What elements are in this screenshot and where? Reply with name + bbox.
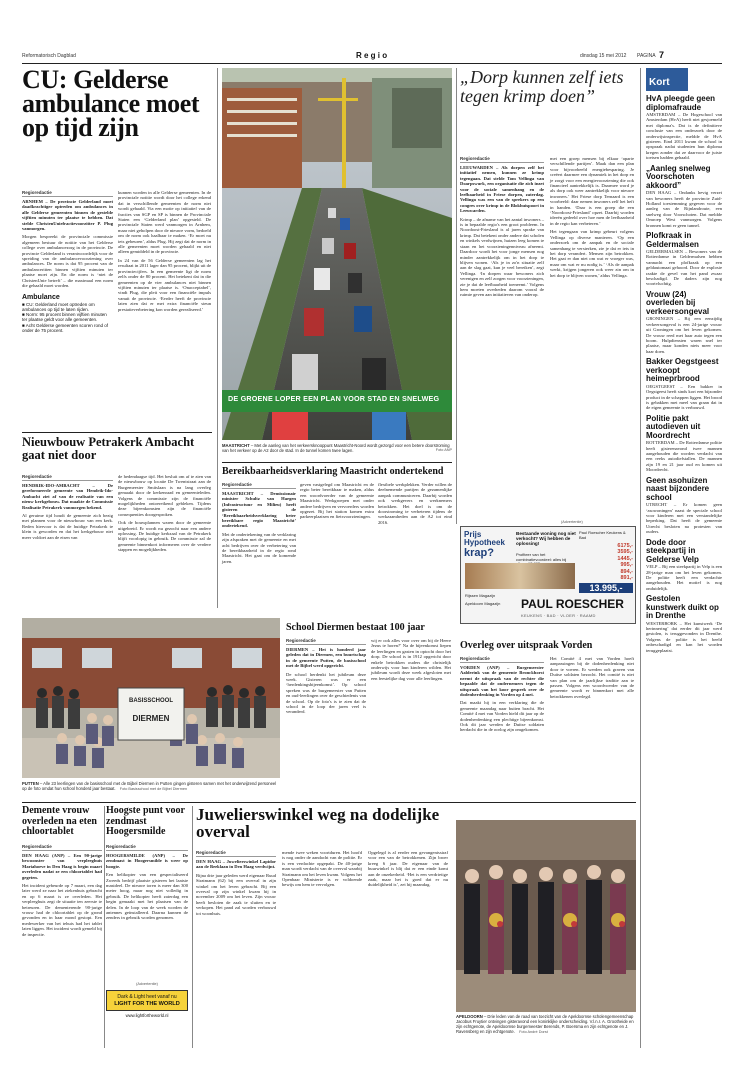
juwelier-body-3: Opgelegd is al eerder een gevangenisstraf voor een van de betrokkenen. Zijn broer kreeg 6 jaar. De eigenaar van de buurwinkel is blij dat er een einde komt aan de onzekerheid. ‘Het is een verdrietige zaak, maar het is goed dat er nu duidelijkheid is’, zei hij maandag.: [368, 850, 448, 888]
ad-brand: PAUL ROESCHER: [521, 597, 624, 611]
bereikbaarheid-body-1: Met de ondertekening van de verklaring zijn afspraken met de gemeente en met acht bedrijven over de verbetering van de bereikbaarheid in de regio rond Maastricht. Het gaat om de komende jaren.: [222, 531, 296, 564]
ad-price: 995,-: [620, 562, 633, 569]
divider: [22, 432, 212, 433]
ad-store-1: Rijssen Magazijn: [465, 593, 496, 598]
ad-note: Paul Roescher Keukens & Bad: [579, 530, 626, 540]
maastricht-photo-sign: DE GROENE LOPER EEN PLAN VOOR STAD EN SNELWEG: [228, 394, 440, 403]
header-rule: [22, 63, 722, 64]
small-ad-box: [106, 990, 188, 1011]
bereikbaarheid-headline: Bereikbaarheidsverklaring Maastricht ondertekend: [222, 466, 444, 477]
kort-item: „Aanleg snelweg Voorschoten akkoord” DEN HAAG – Ondanks hevig verzet van bewoners heeft de provincie Zuid-Holland toestemming gegeven voor de aanleg van de Rijnlandroute, een snelweg door Voorschoten. Dat meldde Omroep West vanmorgen. Volgens bronnen komt er geen tunnel.: [646, 163, 722, 228]
petrakerk-body-1: Al geruime tijd houdt de gemeente zich bezig met plannen voor de nieuwbouw van een kerk. Reden hiervoor is dat de huidige Petrakerk te klein is geworden en dat het kerkgebouw niet meer voldoet aan de eisen van: [22, 513, 113, 540]
dorp-article: [460, 68, 636, 440]
section-name: R e g i o: [356, 51, 388, 60]
juwelier-lead: DEN HAAG – Juwelierswinkel Lapidor aan de Beeklaan in Den Haag verdwijnt.: [196, 859, 276, 870]
dementie-headline: Demente vrouw overleden na eten chloortablet: [22, 805, 97, 837]
dorp-body-3: Het tegengaan van krimp gebeurt volgens Vellinga op diverse manieren. ‘Op een onderzoek om de aanpak en de sociale samenhang te versterken, zie je dat er iets in het dorp verandert. Mensen zijn betrokken. Het gaat er dan niet om wat er vroeger was, maar om wat er nu nodig is.’ ‘Als de aanpak werkt, krijgen jongeren ook weer zin om in het dorp te blijven wonen,’ aldus Vellinga.: [550, 229, 634, 278]
dorp-kicker: Regioredactie: [460, 156, 544, 163]
ad-small-label: (Advertentie): [561, 520, 583, 524]
kort-column: [646, 68, 722, 1048]
hoogste-article: [106, 806, 188, 976]
vorden-lead: VORDEN (ANP) – Burgemeester Aalderink van de gemeente Bronckhorst neemt de uitspraak van de rechter die bepaalde dat de ondernemers tegen de uitspraak van het koor gesprek over de dodenherdenking in Vorden op 4 mei.: [460, 665, 544, 698]
dorp-headline: „Dorp kunnen zelf iets tegen krimp doen”: [460, 67, 624, 106]
ad-sub: Bestaande woning nog niet verkocht? Wij hebben de oplossing!: [516, 531, 576, 547]
juwelier-body-2: mende twee weken voortduren. Het hoofd is nog onder de aandacht van de politie. Er is een verdachte opgepakt. De 40-jarige man wordt verdacht van de overval waarbij Stratmann om het leven kwam. Volgens het Openbaar Ministerie is er voldoende bewijs om hem te vervolgen.: [282, 850, 362, 888]
dementie-lead: DEN HAAG (ANP) – Een 90-jarige bewoonster van verpleeghuis Mariahoeve in Den Haag is begin maart overleden nadat ze een chloortablet had gegeten.: [22, 853, 102, 880]
ambulance-box-item: ■ Acht Gelderse gemeenten scoren rond of onder de 75 procent.: [22, 322, 109, 333]
ambulance-box-title: Ambulance: [22, 293, 60, 301]
ad-kitchen-image: [465, 563, 575, 589]
ad-headline-2: krap?: [464, 547, 494, 559]
page-label: PAGINA: [637, 53, 656, 59]
small-ad-line-1: Dark & Light heet vanaf nu: [117, 994, 177, 1000]
juwelier-kicker: Regioredactie: [196, 850, 276, 857]
bereikbaarheid-body-2: geven vastgelegd om Maastricht en de regio beter bereikbaar te maken, aldus een woordvoerder van de gemeente Maastricht. Werkgroepen met onder andere bedrijven en vervoerders worden opgezet. Bij het station komen extra parkeerplaatsen en fietsvoorzieningen.: [300, 482, 374, 520]
ad-price: 891,-: [620, 575, 633, 582]
cu-lead: ARNHEM – De provincie Gelderland moet daadkrachtiger optreden om ambulances in alle Gelderse gemeenten binnen de gestelde vijftien minuten ter plaatse te hebben. Dat stelde ChristenUniefractievoorzitter P. Plug vanmorgen.: [22, 199, 113, 232]
cu-kicker: Regioredactie: [22, 190, 113, 197]
kort-item: Politie pakt autodieven uit Moordrecht ROTTERDAM – De Rotterdamse politie heeft gisterenavond twee mannen aangehouden die worden verdacht van een reeks autodiefstallen. De mannen zijn 19 en 21 jaar oud en komen uit Moordrecht.: [646, 413, 722, 473]
hoogste-kicker: Regioredactie: [106, 844, 188, 851]
column-rule: [192, 806, 193, 1048]
ad-price: 894,-: [620, 568, 633, 575]
vorden-headline: Overleg over uitspraak Vorden: [460, 640, 593, 651]
page-number: 7: [659, 50, 665, 60]
dementie-article: [22, 806, 102, 1050]
ambulance-box-item: ■ CU: Gelderland moet optreden om ambulances op tijd te laten rijden.: [22, 301, 95, 312]
column-rule: [104, 806, 105, 1048]
ad-headline-1: Prijs Hypotheek: [464, 530, 505, 547]
vorden-kicker: Regioredactie: [460, 656, 544, 663]
cu-body-3: In 24 van de 56 Gelderse gemeenten lag het resultaat in 2011 lager dan 95 procent, blijkt uit de provinciecijfers. In een gemeente ligt de norm zelfs onder de 80 procent. Het betekent dat in die gemeenten op de vier ambulances niet binnen vijftien minuten ter plaatse is. ‘Onacceptabel’, vindt Plug, die pleit voor een financiële impuls vanuit de provincie. ‘Eerder heeft de provincie laten zien dat er met extra financiële steun prestatieverbetering kon worden gerealiseerd.’: [118, 257, 211, 312]
small-ad-line-2: LIGHT FOR THE WORLD: [114, 1001, 180, 1007]
diermen-lead: DIERMEN – Het is honderd jaar geleden dat in Diermen, een buurtschap in de gemeente Putten, de basisschool met de Bijbel werd opgericht.: [286, 647, 366, 669]
juwelier-headline: Juwelierswinkel weg na dodelijke overval: [196, 805, 440, 841]
vorden-body-2: Het Comité 4 mei van Vorden hoeft aanpassingen bij de dodenherdenking niet door te voeren. Er werden ook graven van Duitse soldaten bezocht. Het comité is niet van plan om de jaarlijkse traditie aan te passen. Volgens een woordvoerder van de gemeente wordt er binnenkort met alle betrokkenen overlegd.: [550, 656, 634, 699]
ad-brand-sub: KEUKENS · BAD · VLOER · RAAMD: [521, 613, 596, 618]
hoogste-body: Een helikopter van een gespecialiseerd Zweeds bedrijf plaatste gisteren het laatste mastdeel. De nieuwe toren is meer dan 300 meter hoog, maar nog niet volledig in gebruik. De helikopter heeft zaterdag een begin gemaakt met het plaatsen van de delen. In de loop van de week worden de antennes geïnstalleerd. Daarna kunnen de zenders in gebruik worden genomen.: [106, 872, 188, 921]
diermen-photo-caption: PUTTEN – Alle 23 leerlingen van de basisschool met de Bijbel Diermen in Putten gingen gisteren samen met het onderwijzend personeel op de foto omdat hun school honderd jaar bestaat. Foto Basisschool met de Bijbel Diermen: [22, 781, 277, 791]
divider: [22, 802, 636, 803]
page-header: [22, 52, 722, 62]
petrakerk-kicker: Regioredactie: [22, 474, 113, 481]
school-sign-line-1: BASISSCHOOL: [128, 698, 173, 704]
diermen-headline: School Diermen bestaat 100 jaar: [286, 622, 425, 633]
kort-item: Plofkraak in Geldermalsen GELDERMALSEN – Bewoners van de Rotterdamse in Geldermalsen hebben vannacht een plofkraak op een geldautomaat gehoord. Door de explosie raakte de gevel van het pand zwaar beschadigd. De daders zijn nog voortvluchtig.: [646, 231, 722, 287]
diermen-body-1: De school herdenkt het jubileum deze week. Gisteren was er een ‘herdenkingsbijeenkomst’. Op school spreken was de burgemeester van Putten en oud-leerlingen over de geschiedenis van de school. Op de foto's is te zien dat de school in de loop der jaren veel is veranderd.: [286, 671, 366, 715]
cu-headline: CU: Gelderse ambulance moet op tijd zijn: [22, 65, 200, 142]
bereikbaarheid-kicker: Regioredactie: [222, 482, 296, 489]
hoogste-lead: HOOGERSMILDE (ANP) – De zendmast in Hoogersmilde is weer op hoogte.: [106, 853, 188, 869]
petrakerk-body-2: de hedendaagse tijd. Het besluit om af te zien van de nieuwbouw op locatie De Twentstraat aan de Burgemeester Smitslaan is na lang overleg gemaakt door de kerkenraad en gemeenteleden. Volgens de commissie zijn de financiële mogelijkheden ontoereikend gebleken. Tijdens deze bijeenkomsten zijn de financiële consequenties doorgesproken.: [118, 474, 211, 517]
kort-divider: [640, 68, 641, 1048]
maastricht-photo-caption: MAASTRICHT – Met de aanleg van het verkeersknooppunt Maastricht-Noord wordt gezorgd voor een betere doorstroming van het verkeer op de A2 door de stad. In de tunnel komen twee lagen. Foto ANP: [222, 443, 452, 453]
kort-label-box: [646, 68, 688, 91]
cu-article: [22, 65, 214, 424]
petrakerk-article: [22, 436, 214, 608]
ad-store-2: Apeldoorn Magazijn: [465, 601, 501, 606]
ad-price: 6175,-: [617, 543, 633, 549]
apeldoorn-photo-caption: APELDOORN – Drie leden van de raad van toezicht van de Apeldoornse scholengemeenschap Jacobus Fruytier ontvingen gisteravond een koninklijke onderscheiding. V.l.n.r. A. Grootheide en zijn echtgenote, de Apeldoornse burgemeester Berends, P. Boersma en zijn echtgenote en J. Ravensberg en zijn echtgenote. Foto André Dorst: [456, 1014, 634, 1034]
ambulance-box-item: ■ Norm: 95 procent binnen vijftien minuten ter plaatse geldt voor alle gemeenten.: [22, 312, 107, 323]
award-ceremony-illustration: [456, 820, 636, 1012]
dorp-lead: LEEUWARDEN – Als dorpen zelf het initiatief nemen, kunnen ze krimp tegengaan. Dat stelde Tom Vellinga van Doarpswurk, een organisatie die zich inzet voor de sociale samenhang en de leefbaarheid in Friese dorpen, zaterdag. Vellinga was een van de sprekers op een congres over krimp in de Blokhuispoort in Leeuwarden.: [460, 165, 544, 214]
juwelier-article: [196, 806, 450, 1050]
apeldoorn-award-photo: [456, 820, 636, 1012]
school-sign-line-2: DIERMEN: [132, 714, 170, 723]
small-ad-label: (Advertentie): [136, 982, 158, 986]
kort-item: Geen asohuizen naast bijzondere school UTRECHT – Er komen geen ‘asowoningen’ naast de speciale school voor kinderen met een verstandelijke beperking. Dat heeft de gemeente Utrecht besloten na protesten van ouders.: [646, 475, 722, 535]
hoogste-headline: Hoogste punt voor zendmast Hoogersmilde: [106, 805, 185, 837]
kort-item: Gestolen kunstwerk duikt op in Drenthe WESTERBORK – Het kunstwerk ‘De herinnering’ dat eerder dit jaar werd gestolen, is teruggevonden in Drenthe. Volgens de politie is het beeld onbeschadigd en kan het worden teruggeplaatst.: [646, 594, 722, 653]
petrakerk-body-3: Ook de bouwplannen waren door de gemeente uitgebreid. Er wordt nu gezocht naar een andere oplossing. De huidige kerkzaal van de Petrakerk blijft voorlopig in gebruik. De commissie zal de gemeente binnenkort informeren over de verdere stappen en mogelijkheden.: [118, 520, 211, 553]
page-date: dinsdag 15 mei 2012: [580, 53, 627, 59]
ad-price: 3595,-: [617, 549, 633, 556]
column-rule: [456, 68, 457, 524]
bereikbaarheid-body-3: flexibele werkplekken. Verder willen de deelnemende partijen de gezamenlijke aanpak communiceren. Daarbij worden ook werkgevers en werknemers betrokken. Het doel is om de doorstroming te verbeteren tijdens de werkzaamheden aan de A2 tot eind 2016.: [378, 482, 452, 525]
ad-big-price: 13.995,-: [579, 583, 633, 593]
kort-item: HvA pleegde geen diplomafraude AMSTERDAM – De Hogeschool van Amsterdam (HvA) heeft niet gesjoemeld met diploma's. Dat is de definitieve conclusie van een onderzoek door de onderwijsinspectie, meldde de HvA gisteren. Eind 2011 kwam de school in opspraak nadat studenten hun diploma kregen zonder dat ze daarvoor de juiste toetsen hadden gehaald.: [646, 94, 722, 161]
vorden-body-1: Dat maakt hij in een verklaring die de gemeente maandag naar buiten bracht. Het Comité 4 mei van Vorden hield dit jaar op de dodenherdenking een plechtige bijeenkomst. Ook dit jaar werden de Duitse soldaten herdacht die in de oorlog zijn omgekomen.: [460, 700, 544, 733]
cu-ambulance-box: [22, 294, 113, 334]
diermen-body-2: wij er ook alles voor over om bij de Heere Jezus te horen?’ Na de bijeenkomst liepen de leerlingen en gasten in optocht door het dorp. De school is in 1912 opgericht door enkele betrokken ouders die christelijk onderwijs voor hun kinderen wilden. Het jubileum wordt deze week afgesloten met een feestelijke dag voor alle leerlingen.: [371, 638, 451, 681]
paul-roescher-ad: [460, 520, 636, 624]
diermen-school-photo: [22, 618, 280, 778]
bereikbaarheid-lead: MAASTRICHT – Demissionair minister Schultz van Haegen (Infrastructuur en Milieu) heeft gisteren de ‘Bereikbaarheidsverklaring beter bereikbare regio Maastricht’ ondertekend.: [222, 491, 296, 529]
cu-body-2: kunnen worden in alle Gelderse gemeenten. In de provinciale notitie wordt door het college erkend dat in verschillende gemeenten de norm niet wordt gehaald. Via een motie op initiatief van de fracties van SGP en SP is binnen de Provinciale Staten een ‘Gelderland plan’ opgesteld. De provinciale Staten werd vanmorgen in Arnhem, maar niet geholpen door de nieuwe vorm, bedoeld om de norm ook haalbaar te maken. ‘Er moet nu iets gebeuren’, aldus Plug. Hij zegt dat de norm in alle gemeenten moet worden gehaald en niet alleen gemiddeld in de provincie.: [118, 190, 211, 255]
petrakerk-lead: HENDRIK-IDO-AMBACHT – De gereformeerde gemeente van Hendrik-Ido-Ambacht ziet af van de realisatie van een nieuw kerkgebouw. Dat maakte de Commissie Realisatie Petrakerk vanmorgen bekend.: [22, 483, 113, 510]
dementie-body: Het incident gebeurde op 7 maart, een dag later werd ze naar het ziekenhuis gebracht en op 6 maart is ze overleden. Het verpleeghuis zegt de situatie ten zeerste te betreuren. De dementerende 90-jarige vrouw had de chloortablet op de grond gevonden en in haar mond gestopt. Een medewerker van het tehuis had het tablet laten liggen. Het incident wordt gemeld bij de inspectie.: [22, 883, 102, 937]
divider: [222, 462, 452, 463]
diermen-kicker: Regioredactie: [286, 638, 366, 645]
ad-price: 1445,-: [617, 555, 633, 562]
juwelier-body-1: Bijna drie jaar geleden werd eigenaar Ruud Stratmann (62) bij een overval in zijn winkel om het leven gebracht. Bij een overval op zijn winkel kwam hij in november 2009 om het leven. Zijn vrouw heeft besloten de zaak te sluiten en te verkopen. Het pand zal worden verbouwd tot woonhuis.: [196, 872, 276, 916]
ad-offer: Profiteer van het combinatievoordeel: alles bij: [516, 552, 567, 562]
petrakerk-headline: Nieuwbouw Petrakerk Ambacht gaat niet door: [22, 435, 195, 462]
ad-price-list: [585, 543, 633, 581]
paper-name: Reformatorisch Dagblad: [22, 53, 76, 59]
vorden-article: [460, 640, 636, 798]
small-ad-url[interactable]: www.lightfortheworld.nl: [125, 1013, 169, 1018]
kort-item: Vrouw (24) overleden bij verkeersongeval GRONINGEN – Bij een eenzijdig verkeersongeval is een 24-jarige vrouw uit Groningen om het leven gekomen. De vrouw reed met haar auto tegen een boom. Hulpdiensten waren snel ter plaatse, maar konden niets meer voor haar doen.: [646, 289, 722, 354]
kort-item: Bakker Oegstgeest verkoopt heimeprbrood OEGSTGEEST – Een bakker in Oegstgeest heeft sinds kort een bijzonder product in de schappen liggen. Het brood is gebakken met meel van graan dat in de eigen gemeente is verbouwd.: [646, 357, 722, 411]
diermen-article: [286, 622, 452, 798]
highway-illustration: [222, 68, 452, 440]
dementie-kicker: Regioredactie: [22, 844, 102, 851]
column-rule: [217, 68, 218, 608]
dorp-body-2: met een groep mensen bij elkaar ‘aparte verschillende partijen’. Maak dan een plan voor bijvoorbeeld energiebesparing. Je creëert daarmee een dynamiek in het dorp en je zorgt voor een energievoorziening die ook financieel aantrekkelijk is. Daarmee word je als dorp ook weer aantrekkelijk voor nieuwe inwoners.’ Het Friese dorp Ternaard is een voorbeeld: daar nemen inwoners zelf het heft in handen. ‘Daar is een groep die een ‘Noordoost-Friesland’ opzet. Daarbij worden ideeën gedeeld over hoe men de leefbaarheid in de regio kan verbeteren.’: [550, 156, 634, 226]
bereikbaarheid-article: [222, 466, 452, 616]
cu-body-1: Morgen bespreekt de provinciale commissie algemeen bestuur de notitie van het Gelderse college over ambulancezorg in de provincie. De provincie Gelderland is verantwoordelijk voor de spreiding van de ambulancevoorziening over ambulances. De norm is dat 95 procent van de ambulanceritten binnen vijftien minuten ter plaatse moet zijn. En die norm is ‘niet de ChristenUnie betreft’ – die maximaal een norm die gehaald moet worden.: [22, 234, 113, 289]
light-for-the-world-ad: [106, 982, 188, 1048]
kort-item: Dode door steekpartij in Gelderse Velp VELP – Bij een steekpartij in Velp is een 28-jarige man om het leven gekomen. De politie heeft een verdachte aangehouden. Het motief is nog onduidelijk.: [646, 537, 722, 591]
kort-label: Kort: [649, 77, 670, 88]
maastricht-highway-photo: [222, 68, 452, 440]
dorp-body-1: Krimp – de afname van het aantal inwoners – is in bepaalde regio's een groot probleem. In Noordoost-Friesland is al jaren sprake van krimp. Dat betekent onder andere dat scholen en winkels verdwijnen, huizen leeg komen te staan en het voorzieningenniveau afneemt. Daardoor wordt het voor jonge mensen nog minder aantrekkelijk om in het dorp te blijven wonen. ‘Als je in zo'n situatie zelf aan de slag gaat, kun je veel bereiken’, zegt Vellinga. ‘In dorpen waar bewoners zich verenigen en zelf zorgen voor voorzieningen, zie je dat de leefbaarheid toeneemt.’ Volgens hem moeten overheden daarom vooral de ruimte geven aan initiatieven van onderop.: [460, 216, 544, 298]
